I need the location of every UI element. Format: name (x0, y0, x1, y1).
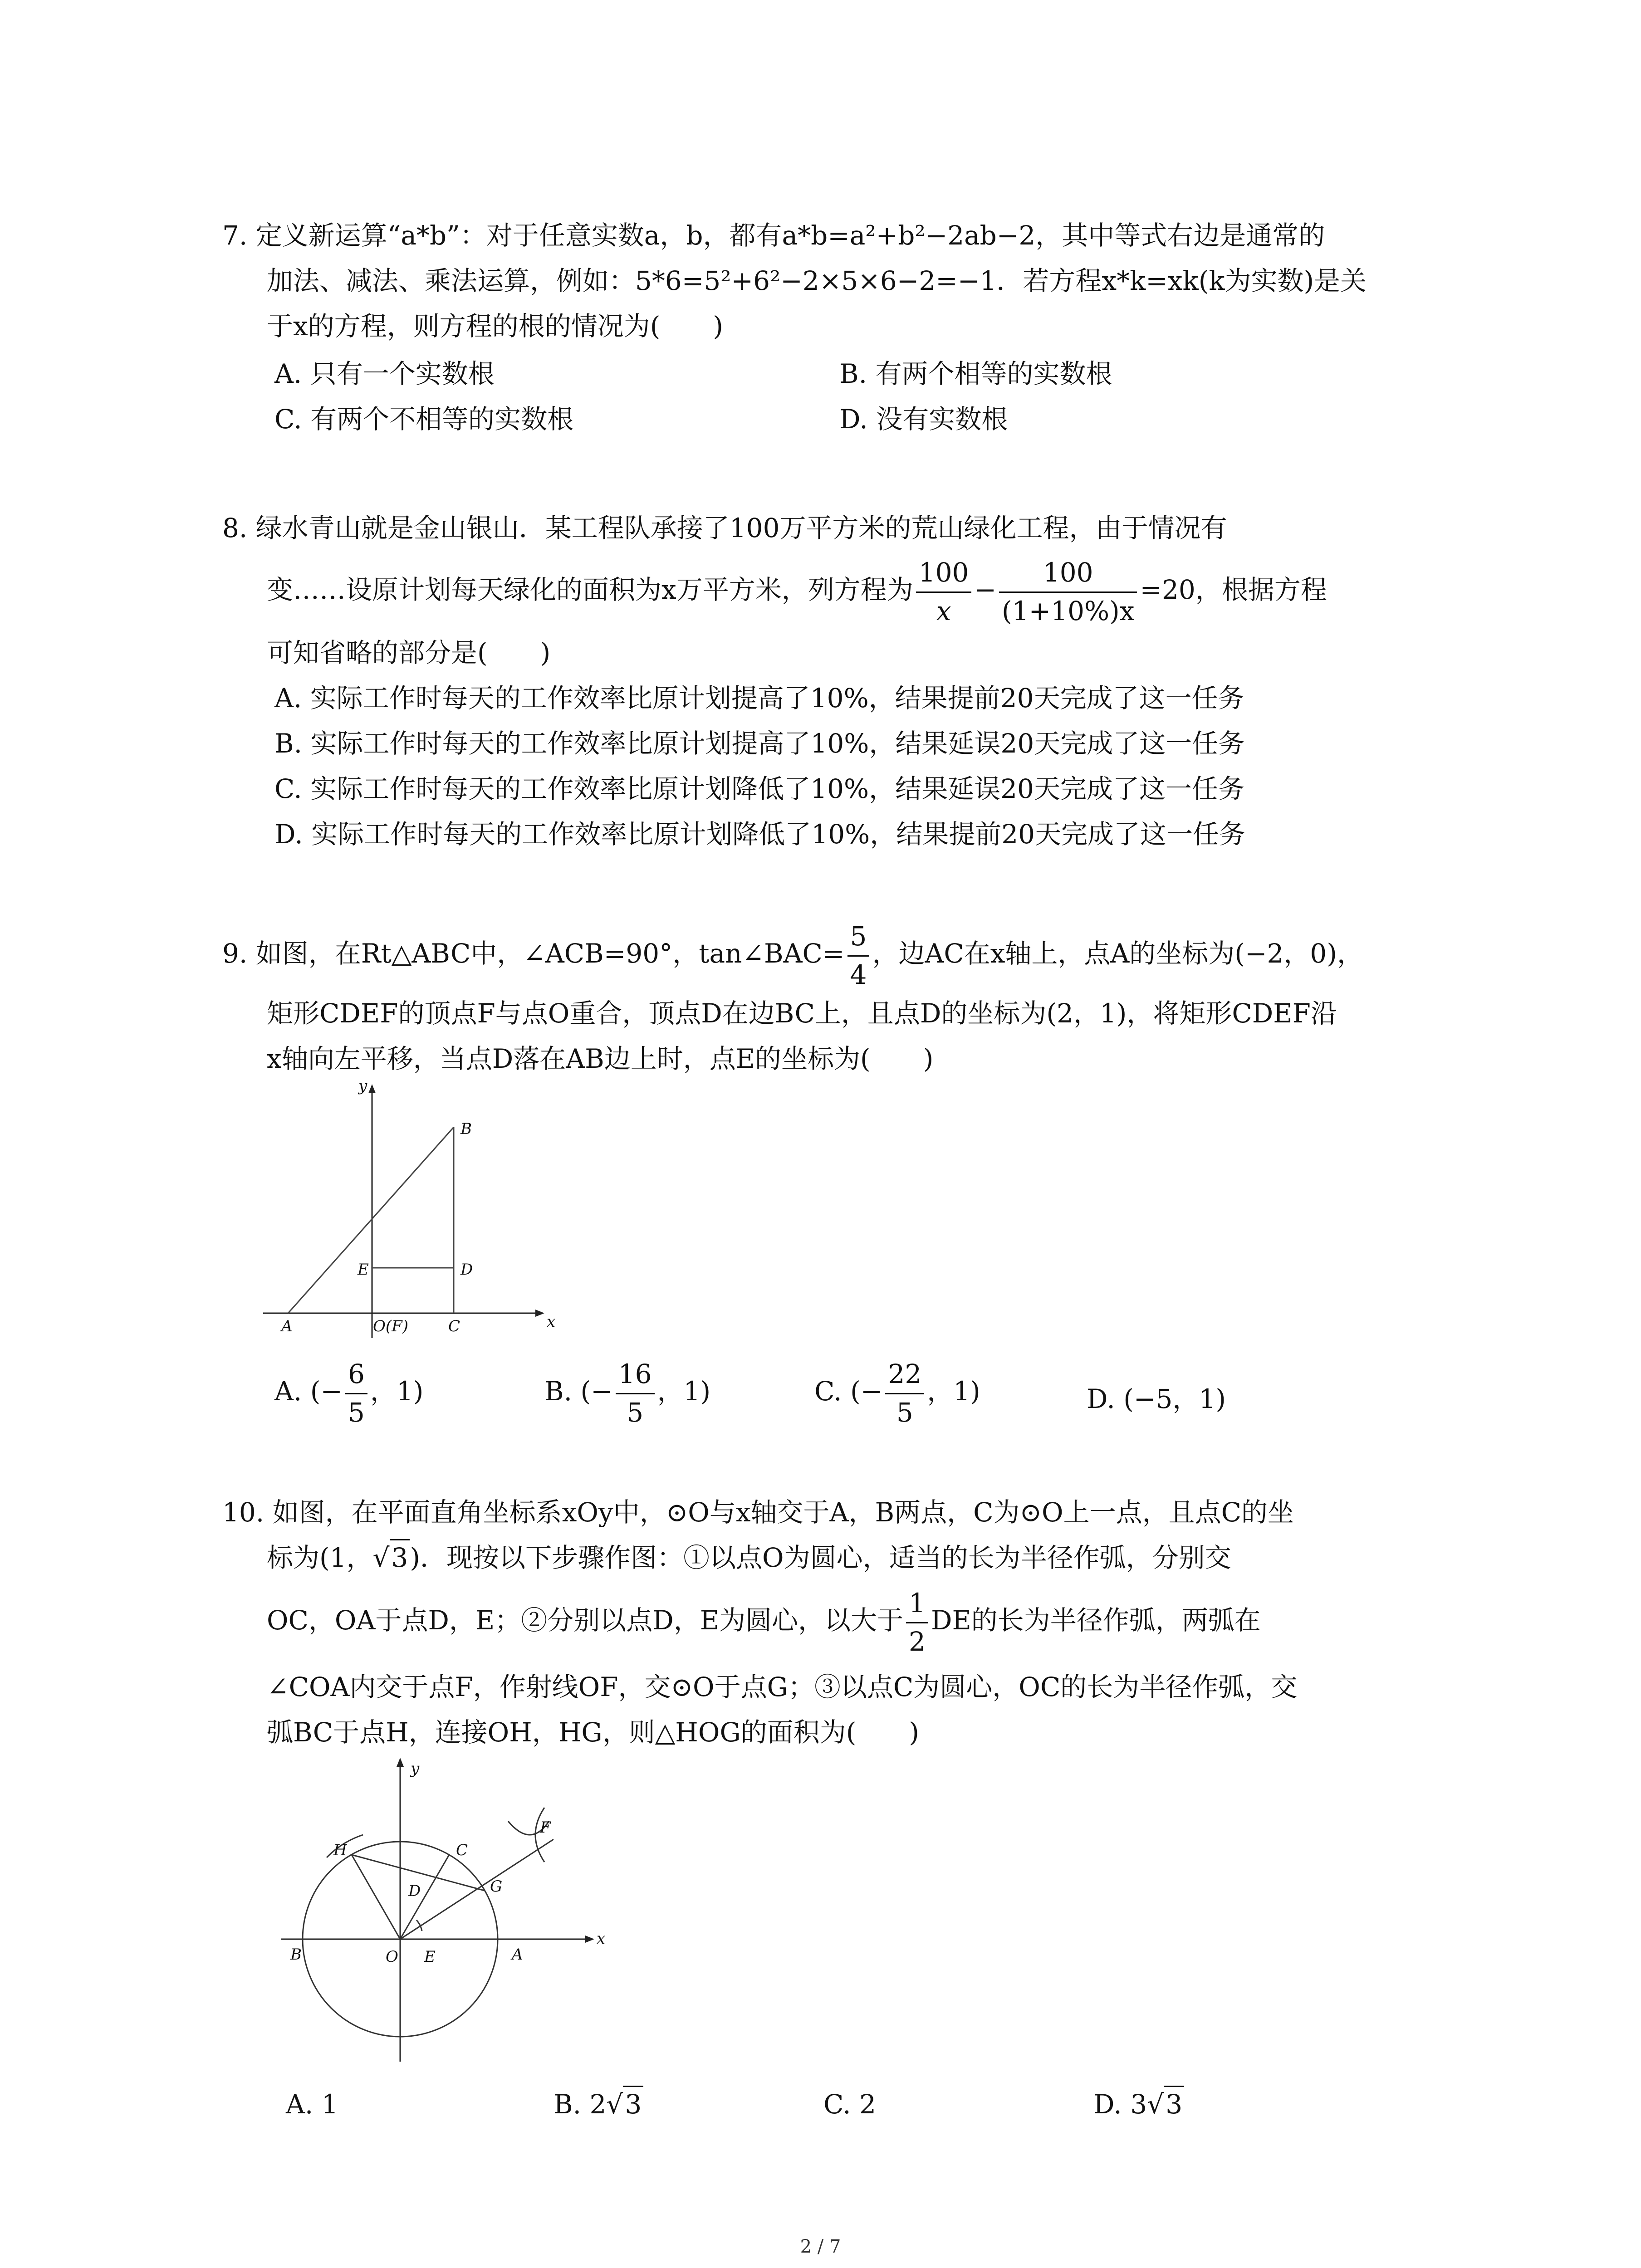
q9-option-c-num: 22 (885, 1359, 924, 1394)
q8-option-d: D. 实际工作时每天的工作效率比原计划降低了10%，结果提前20天完成了这一任务 (274, 819, 1246, 850)
q10-line-1: 10. 如图，在平面直角坐标系xOy中，⊙O与x轴交于A，B两点，C为⊙O上一点，且点C的坐 (222, 1497, 1294, 1528)
q10-label-x: x (597, 1930, 606, 1948)
q10-line-3 (267, 1588, 1261, 1657)
q9-label-e: E (358, 1261, 369, 1279)
q10-fraction-half-num: 1 (906, 1588, 928, 1623)
q7-option-a: A. 只有一个实数根 (274, 358, 495, 389)
q10-line-2-tail: )．现按以下步骤作图：①以点O为圆心，适当的长为半径作弧，分别交 (410, 1542, 1231, 1573)
q10-sqrt-3-radicand: 3 (390, 1539, 410, 1573)
q10-line-2-text: 标为(1， (267, 1542, 373, 1573)
q10-label-a: A (512, 1945, 523, 1964)
q9-option-a (274, 1359, 423, 1428)
q8-option-b: B. 实际工作时每天的工作效率比原计划提高了10%，结果延误20天完成了这一任务 (274, 728, 1245, 759)
q8-line-1: 8. 绿水青山就是金山银山．某工程队承接了100万平方米的荒山绿化工程，由于情况有 (222, 513, 1227, 543)
q10-label-b: B (290, 1945, 302, 1964)
q9-option-c-tail: ，1) (927, 1376, 980, 1407)
q9-label-b: B (460, 1120, 472, 1138)
q10-label-e: E (424, 1948, 436, 1966)
q10-option-d-label: D. 3 (1093, 2089, 1147, 2120)
q7-option-c: C. 有两个不相等的实数根 (274, 404, 574, 435)
q10-option-d-radicand: 3 (1164, 2086, 1184, 2120)
q8-minus: − (974, 574, 997, 606)
q8-fraction-1 (916, 557, 972, 627)
q9-option-b-tail: ，1) (657, 1376, 711, 1407)
q9-fraction-den: 4 (850, 959, 867, 990)
q9-line-1 (222, 921, 1363, 991)
q10-sqrt-3: √3 (373, 1545, 410, 1571)
page-number: 2 / 7 (800, 2236, 841, 2257)
q9-label-y: y (358, 1077, 367, 1095)
q10-line-2 (267, 1542, 1231, 1573)
q9-option-b-fraction (616, 1359, 655, 1428)
q10-option-b-sqrt: √3 (606, 2091, 643, 2117)
q7-line-3: 于x的方程，则方程的根的情况为( ) (267, 311, 723, 342)
q9-option-a-tail: ，1) (370, 1376, 424, 1407)
q9-figure (254, 1077, 563, 1349)
q8-fraction-1-den: x (936, 595, 951, 626)
q10-label-h: H (333, 1841, 347, 1859)
q9-option-a-label: A. (− (274, 1376, 343, 1407)
q8-line-3: 可知省略的部分是( ) (267, 637, 551, 668)
q10-label-d: D (408, 1882, 421, 1900)
q8-line-2 (267, 557, 1327, 627)
q9-label-x: x (547, 1313, 556, 1331)
q9-fraction (847, 921, 870, 991)
q8-fraction-1-num: 100 (916, 557, 972, 593)
q7-option-d: D. 没有实数根 (839, 404, 1008, 435)
q9-option-c (814, 1359, 980, 1428)
q8-option-c: C. 实际工作时每天的工作效率比原计划降低了10%，结果延误20天完成了这一任务 (274, 773, 1244, 804)
q9-line-2: 矩形CDEF的顶点F与点O重合，顶点D在边BC上，且点D的坐标为(2，1)，将矩形CDEF沿 (267, 998, 1337, 1029)
q8-fraction-2-den: (1+10%)x (1002, 595, 1135, 626)
q9-option-b-label: B. (− (544, 1376, 613, 1407)
q9-option-b-den: 5 (627, 1397, 644, 1428)
q9-option-c-fraction (885, 1359, 924, 1428)
q9-label-o: O(F) (373, 1317, 408, 1335)
q9-fraction-num: 5 (847, 921, 870, 957)
q10-option-a: A. 1 (286, 2089, 338, 2120)
q10-line-4: ∠COA内交于点F，作射线OF，交⊙O于点G；③以点C为圆心，OC的长为半径作弧，交 (267, 1672, 1298, 1702)
q10-option-d-sqrt: √3 (1147, 2091, 1184, 2117)
q10-option-b-label: B. 2 (554, 2089, 607, 2120)
q9-line-1-tail: ，边AC在x轴上，点A的坐标为(−2，0)， (872, 938, 1363, 969)
q9-label-a: A (281, 1317, 293, 1335)
q9-line-3: x轴向左平移，当点D落在AB边上时，点E的坐标为( ) (267, 1043, 934, 1074)
q10-label-y: y (411, 1760, 420, 1778)
q10-label-f: F (540, 1818, 551, 1837)
q10-option-c: C. 2 (823, 2089, 877, 2120)
q8-line-2-text: 变……设原计划每天绿化的面积为x万平方米，列方程为 (267, 574, 913, 606)
q9-option-a-num: 6 (345, 1359, 367, 1394)
q9-option-c-den: 5 (896, 1397, 913, 1428)
q10-fraction-half-den: 2 (909, 1626, 926, 1657)
q10-option-b (554, 2089, 643, 2120)
q10-line-5: 弧BC于点H，连接OH，HG，则△HOG的面积为( ) (267, 1717, 920, 1748)
q7-option-b: B. 有两个相等的实数根 (839, 358, 1112, 389)
q9-label-d: D (460, 1261, 473, 1279)
q9-option-a-den: 5 (348, 1397, 365, 1428)
q7-line-1: 7. 定义新运算“a*b”：对于任意实数a，b，都有a*b=a²+b²−2ab−2，其中等式右边是通常的 (222, 220, 1325, 251)
q10-fraction-half (906, 1588, 928, 1657)
q7-line-2: 加法、减法、乘法运算，例如：5*6=5²+6²−2×5×6−2=−1．若方程x*k=xk(k为实数)是关 (267, 265, 1367, 296)
q10-line-3-tail: DE的长为半径作弧，两弧在 (931, 1605, 1261, 1636)
q9-option-d: D. (−5，1) (1087, 1383, 1226, 1414)
q9-option-b-num: 16 (616, 1359, 655, 1394)
q9-option-a-fraction (345, 1359, 367, 1428)
q9-option-c-label: C. (− (814, 1376, 883, 1407)
q10-line-3-text: OC，OA于点D，E；②分别以点D，E为圆心，以大于 (267, 1605, 904, 1636)
q9-line-1-text: 9. 如图，在Rt△ABC中，∠ACB=90°，tan∠BAC= (222, 938, 845, 969)
q10-label-g: G (490, 1877, 503, 1896)
q9-option-b (544, 1359, 710, 1428)
q10-label-c: C (456, 1841, 468, 1859)
q8-fraction-2 (999, 557, 1137, 627)
q8-line-2-tail: =20，根据方程 (1140, 574, 1327, 606)
q10-figure (272, 1753, 617, 2071)
q8-fraction-2-num: 100 (999, 557, 1137, 593)
q10-option-d (1093, 2089, 1184, 2120)
q9-label-c: C (448, 1317, 460, 1335)
q10-option-b-radicand: 3 (623, 2086, 643, 2120)
q10-label-o: O (386, 1948, 398, 1966)
q8-option-a: A. 实际工作时每天的工作效率比原计划提高了10%，结果提前20天完成了这一任务 (274, 683, 1244, 714)
